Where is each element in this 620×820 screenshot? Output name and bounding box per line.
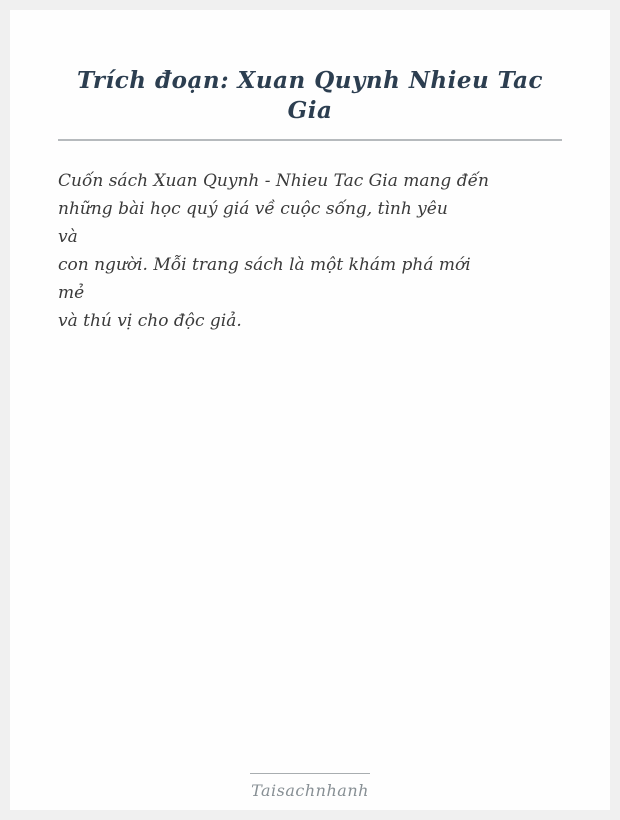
page-footer — [10, 773, 610, 800]
excerpt-line: và — [58, 226, 78, 247]
excerpt-line: mẻ — [58, 282, 85, 303]
footer-signature: Taisachnhanh — [251, 781, 369, 800]
excerpt-line: và thú vị cho độc giả. — [58, 310, 242, 331]
excerpt-line: Cuốn sách Xuan Quynh - Nhieu Tac Gia mang đến — [58, 170, 490, 191]
excerpt-paragraph — [58, 167, 562, 335]
title-divider — [58, 139, 562, 141]
page-title: Trích đoạn: Xuan Quynh Nhieu Tac Gia — [76, 67, 544, 124]
footer-divider — [250, 773, 370, 774]
excerpt-line: con người. Mỗi trang sách là một khám phá mới — [58, 254, 471, 275]
document-page — [10, 10, 610, 810]
excerpt-line: những bài học quý giá về cuộc sống, tình yêu — [58, 198, 448, 219]
